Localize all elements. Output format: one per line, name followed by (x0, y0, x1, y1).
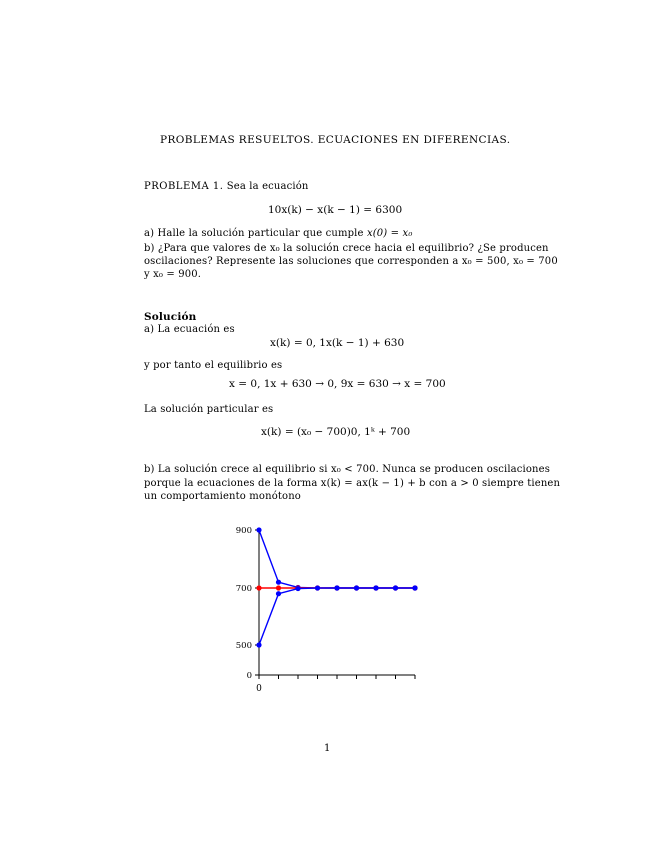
series-point (393, 585, 398, 590)
series-point (295, 586, 300, 591)
solution-b-line1: b) La solución crece al equilibrio si x₀ < 700. Nunca se producen oscilaciones (144, 464, 551, 475)
series-point (276, 585, 281, 590)
y-tick-label: 700 (235, 584, 252, 594)
series-point (334, 585, 339, 590)
series-point (315, 585, 320, 590)
problem-intro: Sea la ecuación (226, 181, 309, 192)
series-line (259, 530, 415, 588)
series-point (256, 527, 261, 532)
document-title: PROBLEMAS RESUELTOS. ECUACIONES EN DIFERENCIAS. (160, 134, 511, 146)
solution-heading: Solución (144, 311, 197, 323)
y-tick-label: 900 (235, 526, 252, 536)
series-point (354, 585, 359, 590)
solution-equation-3: x(k) = (x₀ − 700)0, 1ᵏ + 700 (261, 426, 411, 438)
problem-part-a (144, 228, 412, 239)
problem-part-b-line1: b) ¿Para que valores de x₀ la solución crece hacia el equilibrio? ¿Se producen (144, 243, 549, 254)
series-point (276, 580, 281, 585)
y-tick-label: 500 (235, 641, 252, 651)
series-point (373, 585, 378, 590)
problem-part-b-line2: oscilaciones? Represente las soluciones que corresponden a x₀ = 500, x₀ = 700 (144, 256, 558, 267)
problem-part-a-text: a) Halle la solución particular que cumple (144, 228, 364, 239)
solution-equilibrium-intro: y por tanto el equilibrio es (144, 360, 283, 371)
solution-b-line2: porque la ecuaciones de la forma x(k) = ax(k − 1) + b con a > 0 siempre tienen (144, 478, 561, 489)
problem-part-a-math: x(0) = x₀ (366, 228, 413, 239)
solution-equation-1: x(k) = 0, 1x(k − 1) + 630 (270, 337, 405, 349)
solution-particular-intro: La solución particular es (144, 404, 274, 415)
problem-label: PROBLEMA 1. (144, 181, 224, 192)
series-point (256, 585, 261, 590)
solution-b-line3: un comportamiento monótono (144, 491, 301, 502)
problem-statement-intro (144, 181, 308, 192)
y-tick-label: 0 (246, 671, 252, 681)
problem-equation: 10x(k) − x(k − 1) = 6300 (268, 204, 403, 216)
solutions-chart (228, 520, 428, 700)
series-point (256, 642, 261, 647)
series-point (276, 591, 281, 596)
solution-equation-2: x = 0, 1x + 630 → 0, 9x = 630 → x = 700 (229, 378, 446, 390)
problem-part-b-line3: y x₀ = 900. (144, 269, 202, 280)
solution-a-intro: a) La ecuación es (144, 324, 235, 335)
page-number: 1 (324, 743, 331, 754)
series-line (259, 588, 415, 645)
x-tick-label: 0 (256, 684, 262, 694)
series-point (412, 585, 417, 590)
